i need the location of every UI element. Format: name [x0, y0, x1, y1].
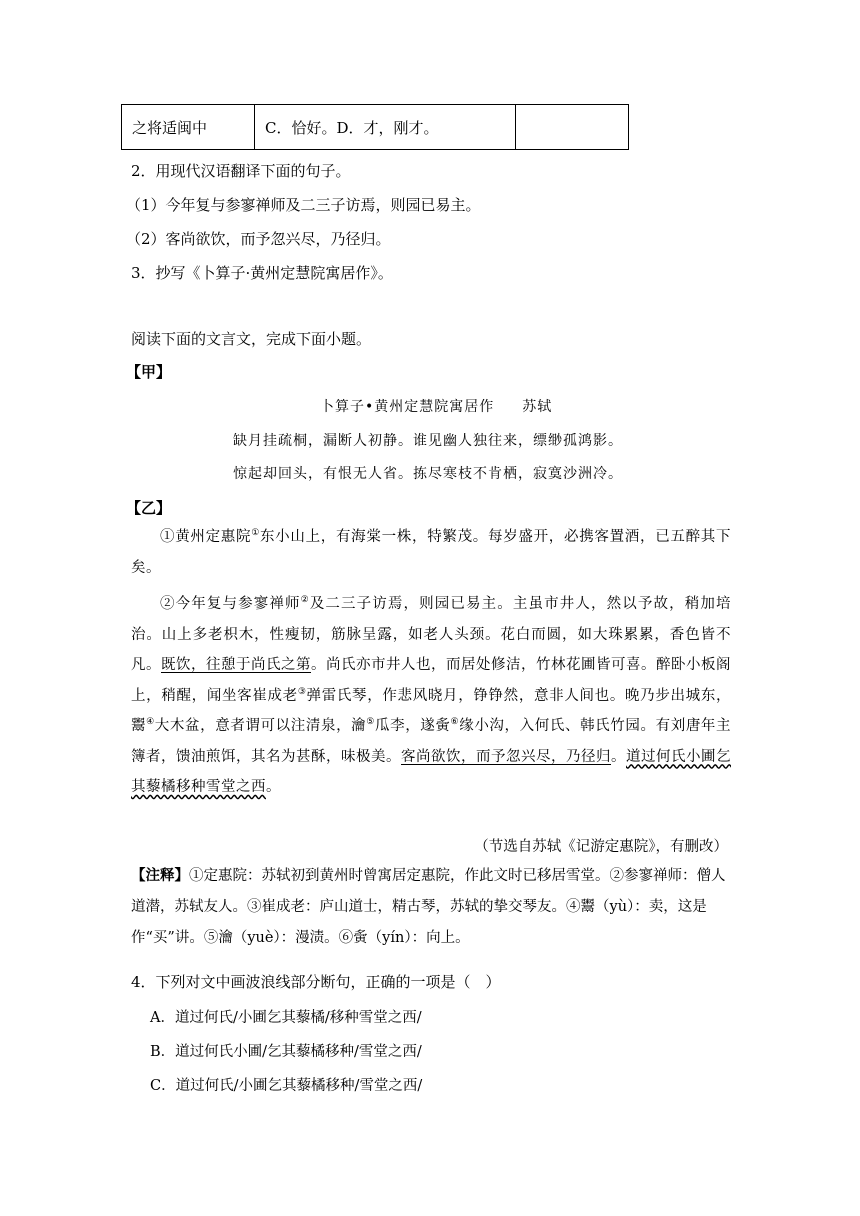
passage-yi: [131, 522, 731, 803]
footnote-mark: ③: [297, 686, 307, 697]
passage-paragraph-1: [131, 522, 731, 583]
source-citation: （节选自苏轼《记游定惠院》，有删改）: [474, 839, 728, 855]
annotation-label: 【注释】: [131, 867, 189, 884]
option-b: B．道过何氏小圃/乞其藜橘移种/雪堂之西/: [150, 1044, 422, 1060]
text-span: ①黄州定惠院: [160, 529, 252, 545]
underlined-sentence: 客尚欲饮，而予忽兴尽，乃径归: [401, 748, 611, 765]
text-span: 瓜李，遂夤: [374, 718, 451, 734]
text-span: ②今年复与参寥禅师: [160, 596, 301, 612]
text-span: 。: [266, 779, 281, 795]
section-label-yi: 【乙】: [126, 499, 172, 517]
option-c: C．道过何氏/小圃乞其藜橘移种/雪堂之西/: [150, 1078, 423, 1094]
footnote-mark: ④: [146, 717, 155, 728]
poem-line-2: 惊起却回头，有恨无人省。拣尽寒枝不肯栖，寂寞沙洲冷。: [233, 466, 623, 482]
annotation-text: [131, 860, 731, 954]
answer-table: [121, 104, 629, 150]
reading-intro: 阅读下面的文言文，完成下面小题。: [131, 330, 372, 348]
table-cell: [516, 105, 629, 150]
text-span: 及二三子访焉，则园已易主。主虽市井人，然以予故，稍加培治。山上多老枳木，性瘦韧，筋脉呈露，如老人头颈。花白而圆，如大珠累累，香色皆不凡。: [131, 596, 732, 673]
wavy-underlined-sentence: 道过何氏小圃乞其藜橘移种雪堂之西: [131, 748, 731, 795]
poem-author: 苏轼: [522, 399, 553, 415]
poem-line-1: 缺月挂疏桐，漏断人初静。谁见幽人独往来，缥缈孤鸿影。: [233, 433, 623, 449]
text-span: ①定惠院：苏轼初到黄州时曾寓居定惠院，作此文时已移居雪堂。②参寥禅师：僧人道潜，苏轼友人。③崔成老：庐山道士，精古琴，苏轼的挚交琴友。④鬻（yù）：卖，这是作“买”讲。⑤瀹（yuè）：漫渍。⑥夤（yín）：向上。: [131, 868, 726, 946]
question-2-sentence-1: （1）今年复与参寥禅师及二三子访焉，则园已易主。: [126, 196, 481, 214]
text-span: 弹雷氏琴，作悲风晓月，铮铮然，意非人间也。晚乃步出城东，鬻: [131, 687, 731, 734]
question-3-title: 3．抄写《卜算子·黄州定慧院寓居作》。: [131, 264, 393, 282]
question-2-sentence-2: （2）客尚欲饮，而予忽兴尽，乃径归。: [126, 230, 391, 248]
question-4-title: 4．下列对文中画波浪线部分断句，正确的一项是（ ）: [131, 973, 501, 991]
table-cell: 之将适闽中: [122, 105, 255, 150]
text-span: 。尚氏亦市井人也，而居处修洁，竹林花圃皆可喜。醉卧小板阁上，稍醒，闻坐客崔成老: [131, 657, 731, 704]
passage-paragraph-2: [131, 589, 731, 803]
text-span: 。: [611, 748, 626, 765]
poem-title-text: 卜算子•黄州定慧院寓居作: [320, 399, 495, 415]
option-a: A．道过何氏/小圃乞其藜橘/移种雪堂之西/: [150, 1010, 422, 1026]
table-cell: C．恰好。D．才，刚才。: [255, 105, 516, 150]
footnote-mark: ⑤: [366, 717, 375, 728]
annotations: [131, 860, 731, 954]
poem-title: [320, 396, 552, 416]
footnote-mark: ⑥: [450, 717, 460, 728]
table-row: [122, 105, 629, 150]
footnote-mark: ②: [300, 595, 310, 606]
text-span: 东小山上，有海棠一株，特繁茂。每岁盛开，必携客置酒，已五醉其下矣。: [131, 529, 731, 576]
underlined-sentence: 既饮，往憩于尚氏之第: [161, 657, 311, 673]
question-2-title: 2．用现代汉语翻译下面的句子。: [131, 162, 351, 180]
section-label-jia: 【甲】: [126, 363, 172, 381]
text-span: 大木盆，意者谓可以注清泉，瀹: [154, 718, 367, 734]
text-span: 缘小沟，入何氏、韩氏竹园。有刘唐年主簿者，馈油煎饵，其名为甚酥，味极美。: [131, 718, 732, 765]
footnote-mark: ①: [251, 528, 260, 539]
